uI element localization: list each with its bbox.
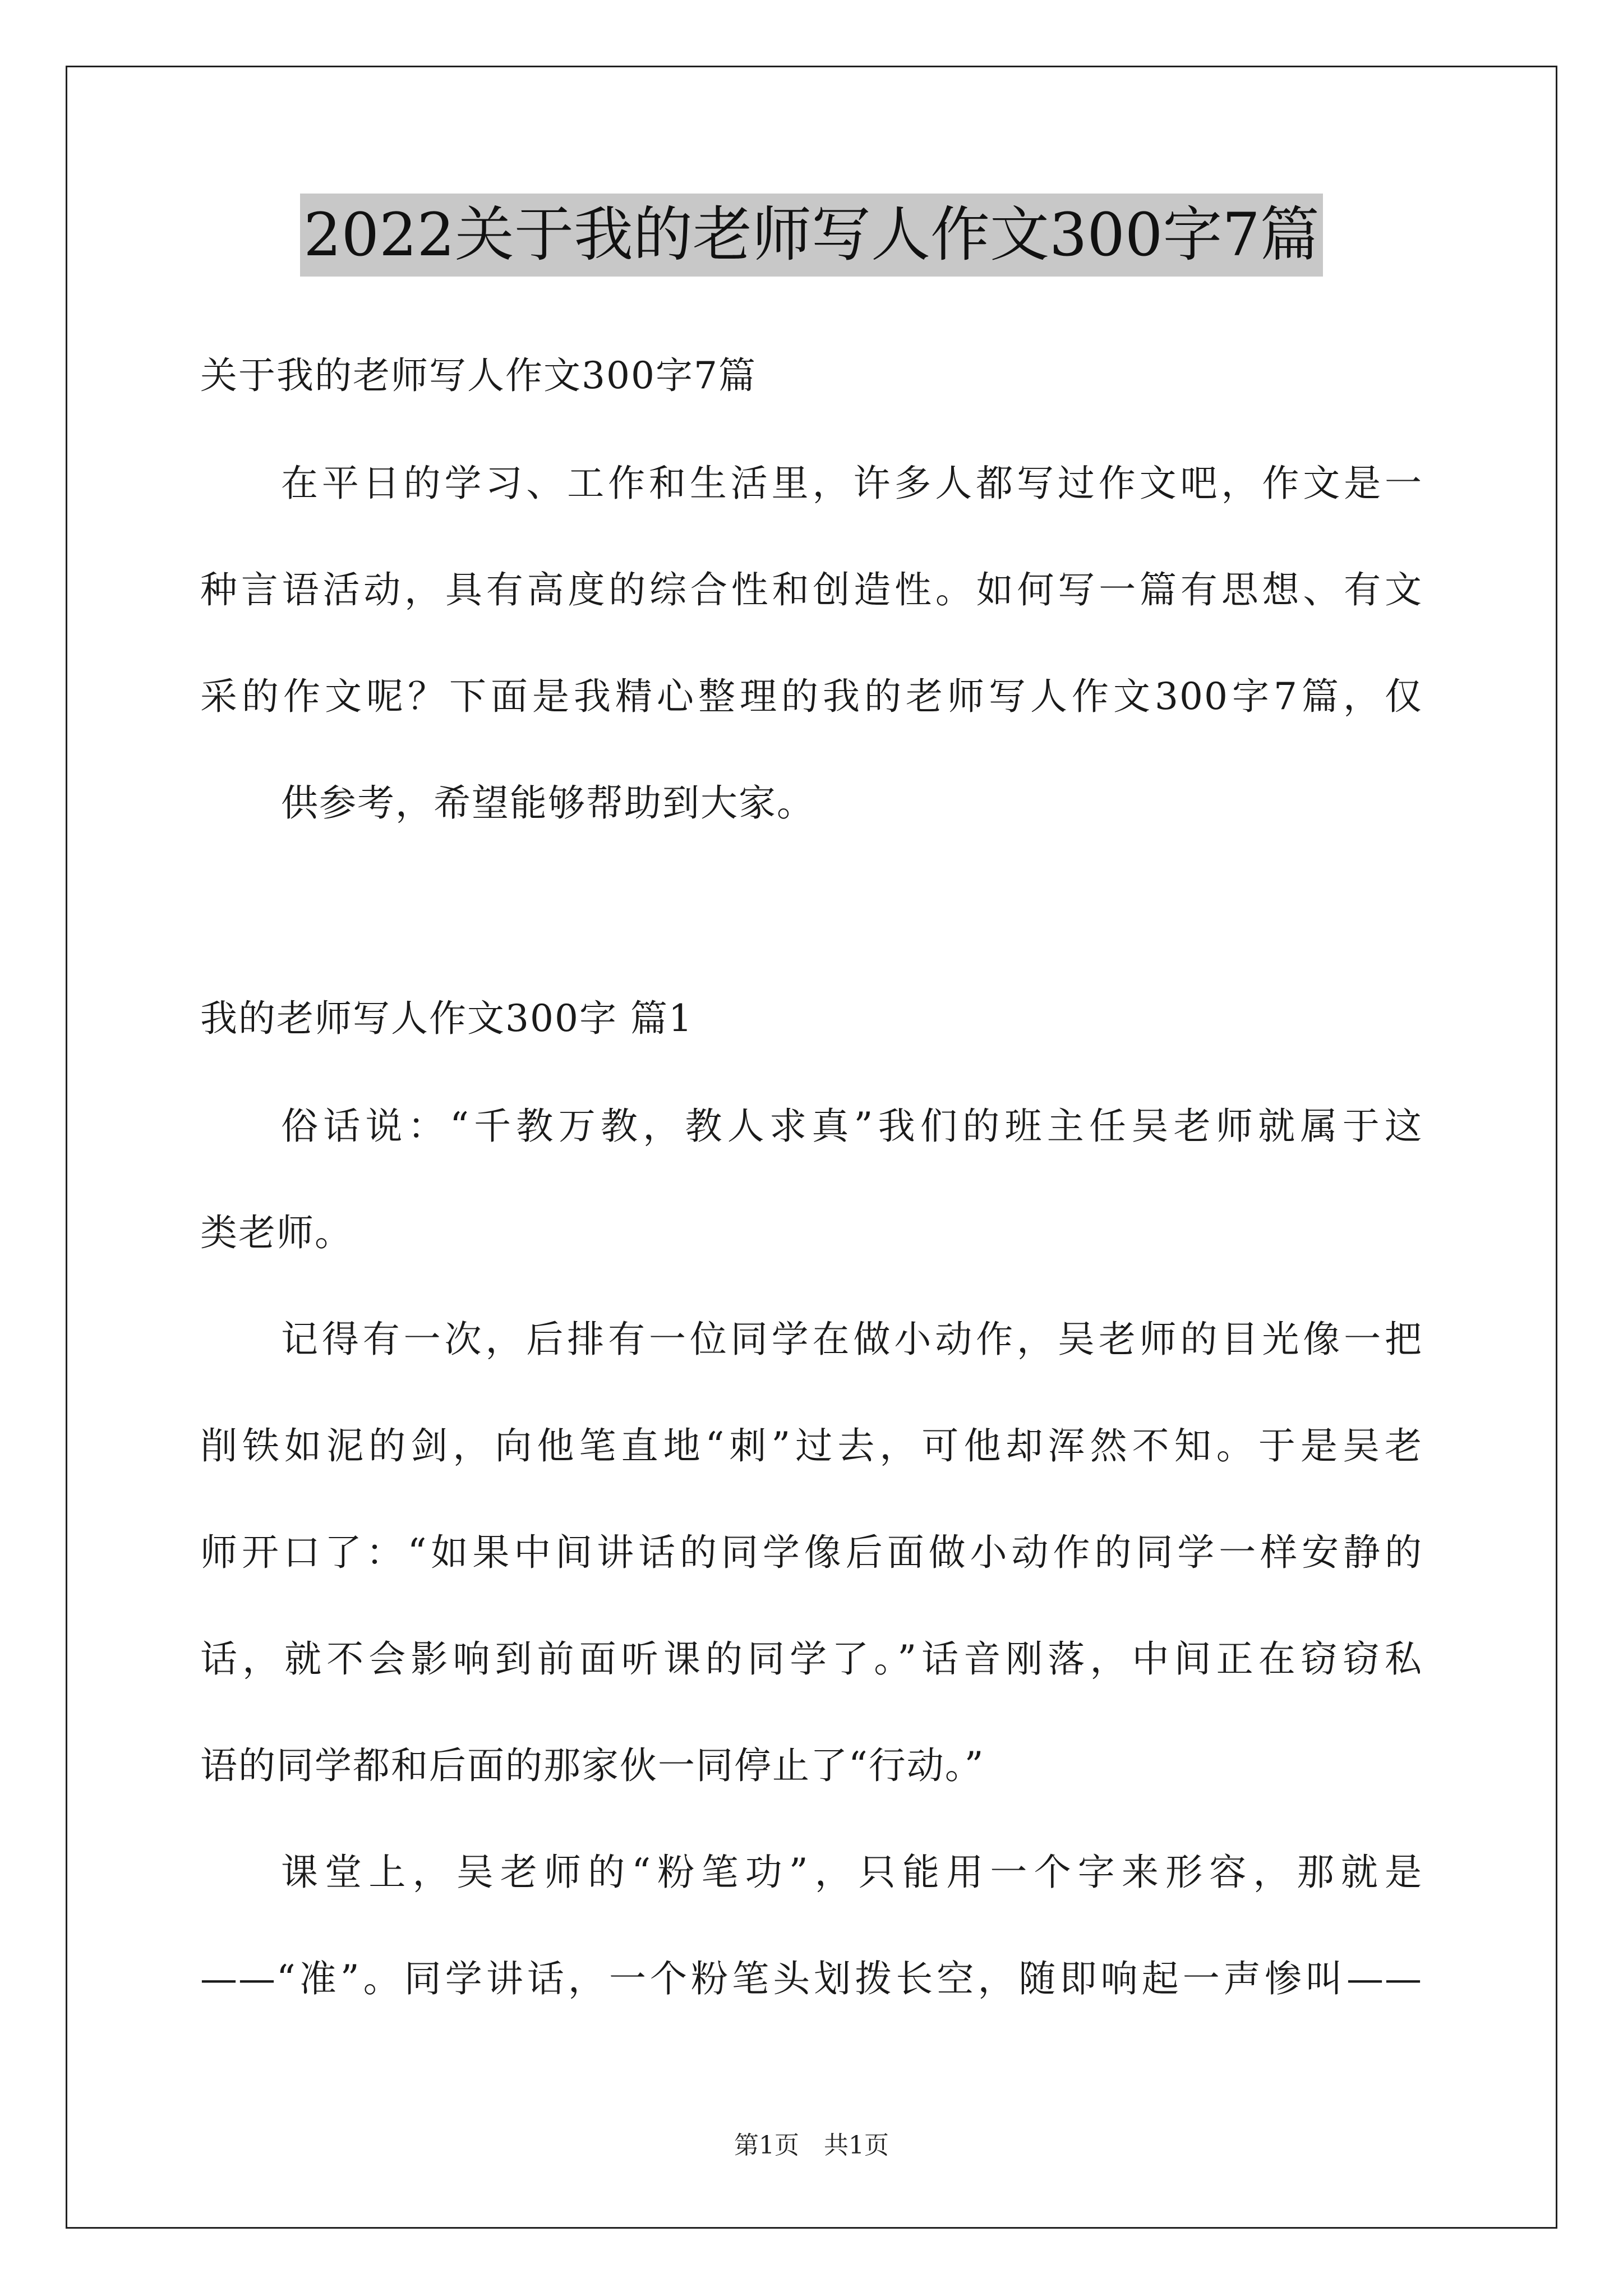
body-line: 类老师。 [200,1211,353,1254]
page-footer: 第1页 共1页 [734,2131,889,2160]
document-title: 2022关于我的老师写人作文300字7篇 [300,194,1323,277]
body-line: 话，就不会影响到前面听课的同学了。”话音刚落，中间正在窃窃私 [200,1637,1423,1681]
body-line: 俗话说：“千教万教，教人求真”我们的班主任吴老师就属于这 [281,1105,1423,1148]
body-line: 记得有一次，后排有一位同学在做小动作，吴老师的目光像一把 [281,1318,1423,1361]
title-container [0,194,1623,277]
section-heading: 我的老师写人作文300字 篇1 [200,997,693,1040]
body-line: 语的同学都和后面的那家伙一同停止了“行动。” [200,1744,985,1787]
body-line: 削铁如泥的剑，向他笔直地“刺”过去，可他却浑然不知。于是吴老 [200,1424,1423,1467]
body-line: 课堂上，吴老师的“粉笔功”，只能用一个字来形容，那就是 [281,1851,1423,1894]
intro-line: 采的作文呢？下面是我精心整理的我的老师写人作文300字7篇，仅 [200,675,1423,718]
intro-line: 在平日的学习、工作和生活里，许多人都写过作文吧，作文是一 [281,462,1423,505]
body-line: 师开口了：“如果中间讲话的同学像后面做小动作的同学一样安静的 [200,1531,1423,1574]
intro-line: 种言语活动，具有高度的综合性和创造性。如何写一篇有思想、有文 [200,568,1423,611]
body-line: ——“准”。同学讲话，一个粉笔头划拨长空，随即响起一声惨叫—— [200,1957,1423,2000]
intro-line: 供参考，希望能够帮助到大家。 [281,781,815,825]
document-subtitle: 关于我的老师写人作文300字7篇 [200,354,757,397]
